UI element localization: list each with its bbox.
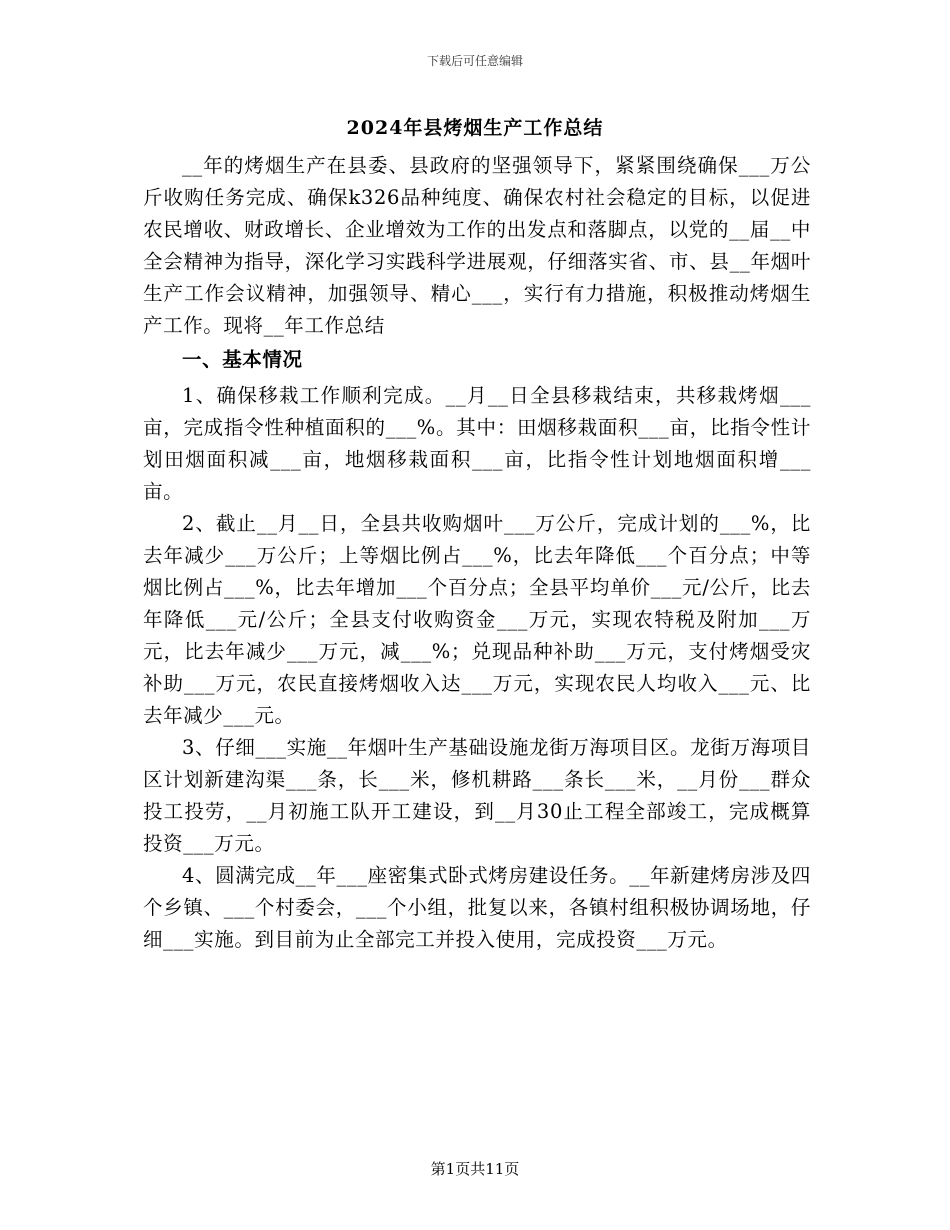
list-item-2: 2、截止__月__日，全县共收购烟叶___万公斤，完成计划的___%，比去年减少___万公斤；上等烟比例占___%，比去年降低___个百分点；中等烟比例占___%，比去年增加___个百分点；全县平均单价___元/公斤，比去年降低___元/公斤；全县支付收购资金___万元，实现农特税及附加___万元，比去年减少___万元，减___%；兑现品种补助___万元，支付烤烟受灾补助___万元，农民直接烤烟收入达___万元，实现农民人均收入___元、比去年减少___元。 — [143, 512, 811, 727]
list-item-1: 1、确保移栽工作顺利完成。__月__日全县移栽结束，共移栽烤烟___亩，完成指令性种植面积的___%。其中：田烟移栽面积___亩，比指令性计划田烟面积减___亩，地烟移栽面积___亩，比指令性计划地烟面积增___亩。 — [143, 384, 811, 503]
section-heading-basic-situation: 一、基本情况 — [182, 348, 303, 371]
intro-paragraph: __年的烤烟生产在县委、县政府的坚强领导下，紧紧围绕确保___万公斤收购任务完成、确保k326品种纯度、确保农村社会稳定的目标，以促进农民增收、财政增长、企业增效为工作的出发点和落脚点，以党的__届__中全会精神为指导，深化学习实践科学进展观，仔细落实省、市、县__年烟叶生产工作会议精神，加强领导、精心___，实行有力措施，积极推动烤烟生产工作。现将__年工作总结 — [143, 154, 811, 337]
list-item-4: 4、圆满完成__年___座密集式卧式烤房建设任务。__年新建烤房涉及四个乡镇、___个村委会，___个小组，批复以来，各镇村组积极协调场地，仔细___实施。到目前为止全部完工并投入使用，完成投资___万元。 — [143, 864, 811, 951]
page-header-note: 下载后可任意编辑 — [426, 54, 523, 68]
document-body — [143, 150, 811, 956]
page-number: 第1页共11页 — [430, 1160, 520, 1178]
document-title: 2024年县烤烟生产工作总结 — [346, 117, 604, 139]
list-item-3: 3、仔细___实施__年烟叶生产基础设施龙街万海项目区。龙街万海项目区计划新建沟渠___条，长___米，修机耕路___条长___米，__月份___群众投工投劳，__月初施工队开工建设，到__月30止工程全部竣工，完成概算投资___万元。 — [143, 736, 811, 855]
